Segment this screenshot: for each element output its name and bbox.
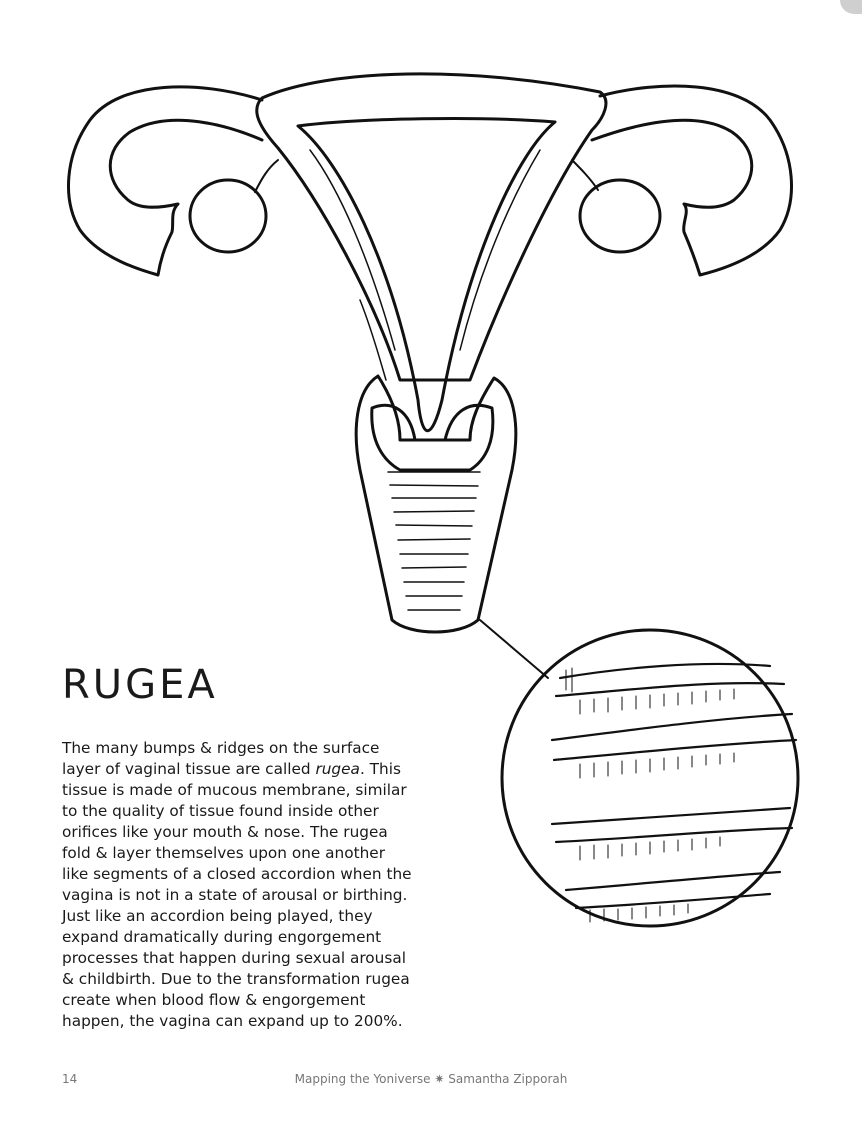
body-line: create when blood flow & engorgement bbox=[62, 991, 366, 1009]
author-name: Samantha Zipporah bbox=[448, 1072, 568, 1086]
magnify-pointer-line bbox=[480, 620, 548, 678]
book-title: Mapping the Yoniverse bbox=[294, 1072, 431, 1086]
body-line: to the quality of tissue found inside other bbox=[62, 802, 379, 820]
body-line: happen, the vagina can expand up to 200%. bbox=[62, 1012, 403, 1030]
body-paragraph bbox=[62, 738, 442, 1032]
magnified-rugae-hatching bbox=[566, 668, 734, 922]
body-line: processes that happen during sexual arousal bbox=[62, 949, 406, 967]
uterine-cavity bbox=[298, 119, 555, 431]
page-title: RUGEA bbox=[62, 662, 218, 708]
body-line: vagina is not in a state of arousal or birthing. bbox=[62, 886, 408, 904]
body-line: & childbirth. Due to the transformation rugea bbox=[62, 970, 410, 988]
body-line: Just like an accordion being played, they bbox=[62, 907, 373, 925]
body-line: layer of vaginal tissue are called rugea. This bbox=[62, 760, 401, 778]
magnified-rugae-circle bbox=[502, 630, 798, 926]
footer-credit bbox=[0, 1072, 862, 1086]
page-number: 14 bbox=[62, 1072, 78, 1086]
footer-separator-icon: ✷ bbox=[434, 1072, 445, 1086]
body-line: orifices like your mouth & nose. The rugea bbox=[62, 823, 388, 841]
body-line: like segments of a closed accordion when the bbox=[62, 865, 412, 883]
magnified-rugae-folds bbox=[552, 664, 796, 908]
body-line: expand dramatically during engorgement bbox=[62, 928, 382, 946]
body-line: tissue is made of mucous membrane, similar bbox=[62, 781, 407, 799]
body-line: fold & layer themselves upon one another bbox=[62, 844, 385, 862]
right-ovary bbox=[580, 180, 660, 252]
body-line: The many bumps & ridges on the surface bbox=[62, 739, 380, 757]
